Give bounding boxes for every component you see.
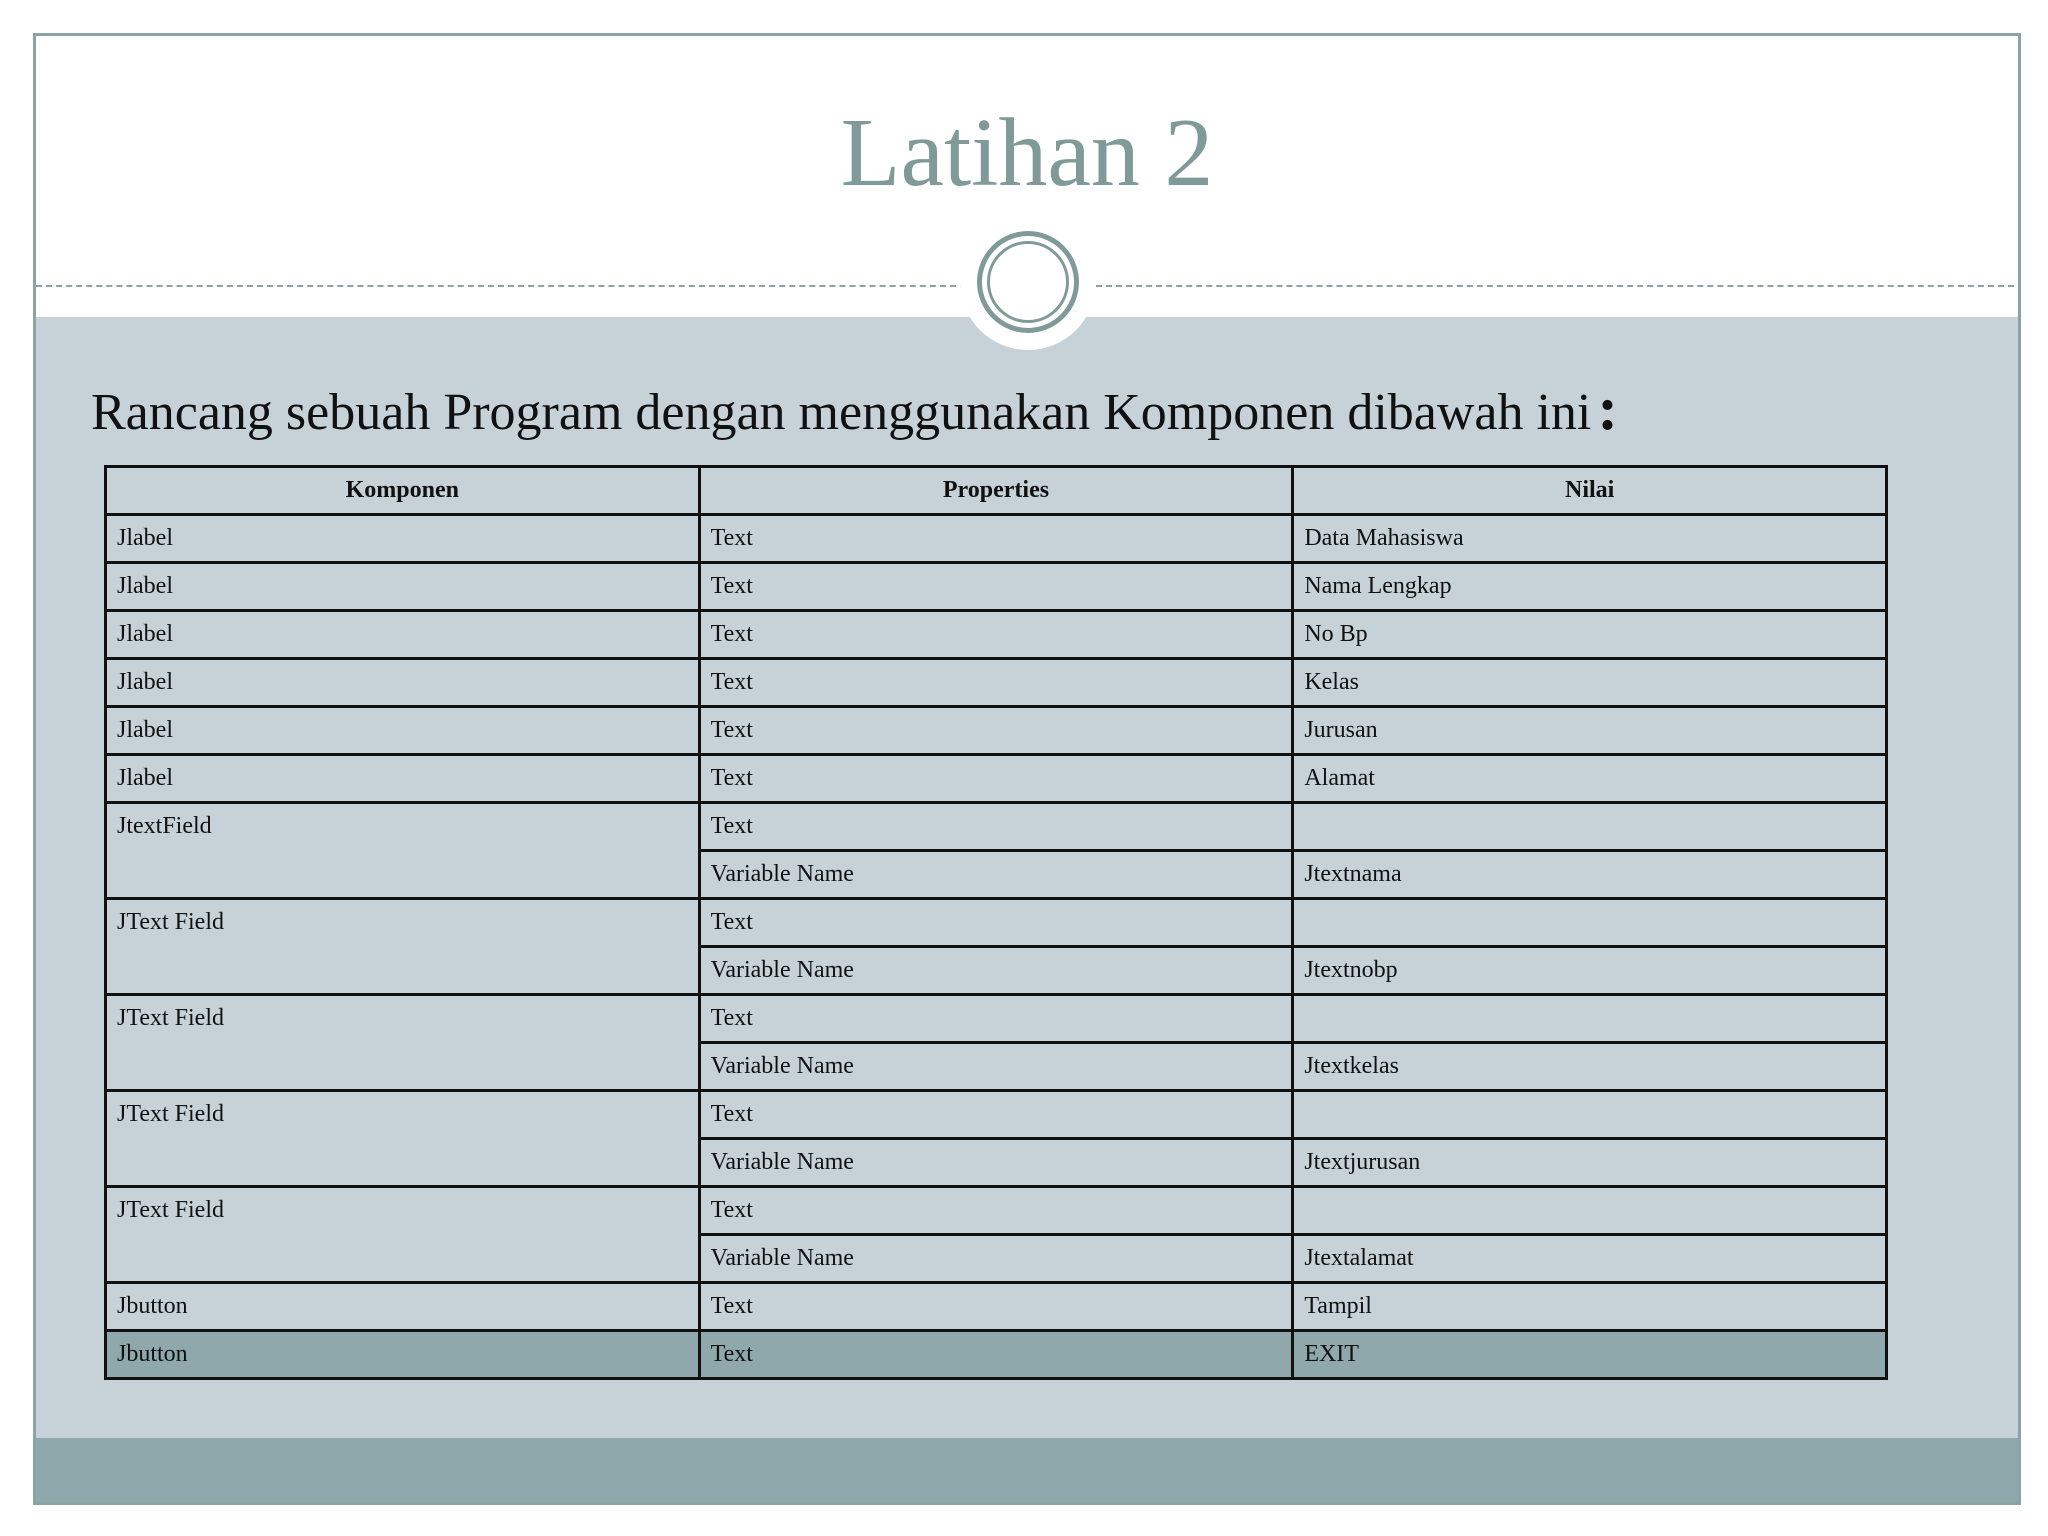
table-row [106, 563, 1887, 611]
cell-komponen: Jbutton [106, 1331, 700, 1379]
instruction-text [91, 374, 1618, 445]
cell-komponen: JText Field [106, 995, 700, 1091]
cell-nilai: Jtextnobp [1293, 947, 1887, 995]
cell-komponen: Jlabel [106, 659, 700, 707]
cell-properties: Text [699, 755, 1293, 803]
cell-komponen: Jbutton [106, 1283, 700, 1331]
table-row [106, 611, 1887, 659]
footer-band [36, 1438, 2018, 1505]
cell-properties: Variable Name [699, 1139, 1293, 1187]
table-row [106, 659, 1887, 707]
header-properties: Properties [699, 467, 1293, 515]
slide-title: Latihan 2 [840, 99, 1214, 207]
cell-properties: Text [699, 1283, 1293, 1331]
table-row [106, 995, 1887, 1043]
cell-properties: Text [699, 1331, 1293, 1379]
cell-nilai: Data Mahasiswa [1293, 515, 1887, 563]
instruction-colon: : [1597, 375, 1619, 443]
table-row [106, 1091, 1887, 1139]
cell-komponen: JText Field [106, 1091, 700, 1187]
instruction-label: Rancang sebuah Program dengan menggunakan Komponen dibawah ini [91, 384, 1592, 441]
table-row [106, 899, 1887, 947]
cell-nilai: Jurusan [1293, 707, 1887, 755]
cell-properties: Text [699, 1091, 1293, 1139]
cell-nilai [1293, 1187, 1887, 1235]
table-header-row [106, 467, 1887, 515]
cell-nilai [1293, 899, 1887, 947]
table-row [106, 707, 1887, 755]
cell-nilai: Jtextalamat [1293, 1235, 1887, 1283]
cell-komponen: JText Field [106, 1187, 700, 1283]
cell-komponen: JtextField [106, 803, 700, 899]
cell-properties: Variable Name [699, 851, 1293, 899]
cell-properties: Text [699, 1187, 1293, 1235]
cell-komponen: Jlabel [106, 707, 700, 755]
table-row [106, 515, 1887, 563]
cell-nilai: Kelas [1293, 659, 1887, 707]
cell-properties: Variable Name [699, 1043, 1293, 1091]
cell-properties: Variable Name [699, 1235, 1293, 1283]
divider-right [1096, 285, 2021, 287]
table-row [106, 1187, 1887, 1235]
cell-nilai: Jtextkelas [1293, 1043, 1887, 1091]
cell-properties: Text [699, 899, 1293, 947]
header-komponen: Komponen [106, 467, 700, 515]
cell-nilai: Tampil [1293, 1283, 1887, 1331]
table-row [106, 1283, 1887, 1331]
cell-properties: Text [699, 707, 1293, 755]
cell-nilai: Jtextjurusan [1293, 1139, 1887, 1187]
divider-left [36, 285, 966, 287]
cell-komponen: Jlabel [106, 611, 700, 659]
cell-nilai: Nama Lengkap [1293, 563, 1887, 611]
cell-properties: Text [699, 611, 1293, 659]
cell-komponen: Jlabel [106, 755, 700, 803]
slide [33, 33, 2021, 1505]
cell-properties: Text [699, 803, 1293, 851]
circle-ornament-inner [987, 241, 1069, 323]
cell-nilai: Alamat [1293, 755, 1887, 803]
cell-komponen: Jlabel [106, 515, 700, 563]
table-row [106, 803, 1887, 851]
cell-properties: Variable Name [699, 947, 1293, 995]
cell-properties: Text [699, 515, 1293, 563]
components-table [104, 465, 1888, 1380]
cell-properties: Text [699, 563, 1293, 611]
cell-nilai [1293, 995, 1887, 1043]
cell-nilai: No Bp [1293, 611, 1887, 659]
header-nilai: Nilai [1293, 467, 1887, 515]
cell-nilai [1293, 803, 1887, 851]
table-row [106, 755, 1887, 803]
cell-properties: Text [699, 659, 1293, 707]
cell-komponen: Jlabel [106, 563, 700, 611]
table-row [106, 1331, 1887, 1379]
cell-nilai [1293, 1091, 1887, 1139]
cell-nilai: EXIT [1293, 1331, 1887, 1379]
cell-nilai: Jtextnama [1293, 851, 1887, 899]
cell-properties: Text [699, 995, 1293, 1043]
cell-komponen: JText Field [106, 899, 700, 995]
